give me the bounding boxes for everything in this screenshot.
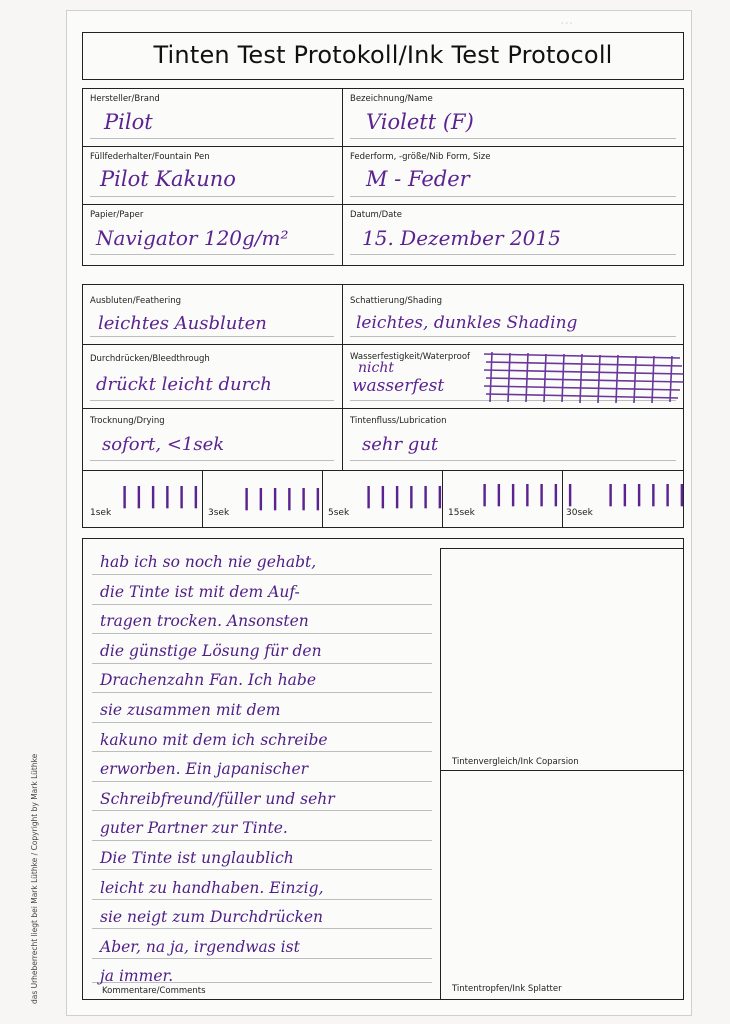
date-value: 15. Dezember 2015 bbox=[362, 226, 561, 250]
ink-comparison-label: Tintenvergleich/Ink Coparsion bbox=[452, 757, 579, 767]
brand-label: Hersteller/Brand bbox=[90, 94, 160, 104]
write-line bbox=[90, 460, 334, 461]
divider bbox=[82, 204, 684, 205]
write-line bbox=[350, 254, 676, 255]
comment-line: Aber, na ja, irgendwas ist bbox=[100, 937, 300, 956]
bleedthrough-value: drückt leicht durch bbox=[96, 374, 272, 395]
nib-label: Federform, -größe/Nib Form, Size bbox=[350, 152, 491, 162]
divider bbox=[342, 88, 343, 266]
bleedthrough-label: Durchdrücken/Bleedthrough bbox=[90, 354, 210, 364]
comments-label: Kommentare/Comments bbox=[102, 986, 206, 996]
comment-line: ja immer. bbox=[100, 967, 174, 986]
brand-value: Pilot bbox=[104, 110, 153, 134]
divider bbox=[440, 770, 684, 771]
write-line bbox=[90, 400, 334, 401]
show-through-text: ... bbox=[560, 12, 574, 28]
write-line bbox=[90, 138, 334, 139]
write-line bbox=[350, 138, 676, 139]
shading-label: Schattierung/Shading bbox=[350, 296, 442, 306]
waterproof-value-line2: wasserfest bbox=[352, 376, 445, 396]
write-line bbox=[350, 460, 676, 461]
comment-line: kakuno mit dem ich schreibe bbox=[100, 730, 328, 749]
divider bbox=[82, 408, 684, 409]
comment-line: sie zusammen mit dem bbox=[100, 700, 281, 719]
comment-line: leicht zu handhaben. Einzig, bbox=[100, 878, 324, 897]
name-label: Bezeichnung/Name bbox=[350, 94, 433, 104]
pen-value: Pilot Kakuno bbox=[100, 167, 236, 191]
write-line bbox=[350, 336, 676, 337]
comment-line: erworben. Ein japanischer bbox=[100, 760, 309, 779]
write-line bbox=[90, 196, 334, 197]
comment-line: Drachenzahn Fan. Ich habe bbox=[100, 671, 317, 690]
drying-time-label: 5sek bbox=[328, 508, 350, 518]
shading-value: leichtes, dunkles Shading bbox=[356, 313, 578, 333]
water-test-scribble bbox=[480, 350, 686, 406]
drying-time-label: 1sek bbox=[90, 508, 112, 518]
nib-value: M - Feder bbox=[366, 167, 470, 191]
lubrication-value: sehr gut bbox=[362, 434, 439, 455]
paper-label: Papier/Paper bbox=[90, 210, 144, 220]
pen-label: Füllfederhalter/Fountain Pen bbox=[90, 152, 210, 162]
drying-marks-3: |||||| bbox=[362, 484, 448, 509]
drying-marks-4: ||||||| bbox=[478, 482, 578, 507]
name-value: Violett (F) bbox=[366, 110, 474, 134]
drying-label: Trocknung/Drying bbox=[90, 416, 165, 426]
waterproof-label: Wasserfestigkeit/Waterproof bbox=[350, 352, 471, 362]
page-title: Tinten Test Protokoll/Ink Test Protocoll bbox=[82, 32, 684, 80]
comment-line: guter Partner zur Tinte. bbox=[100, 819, 288, 838]
comment-line: sie neigt zum Durchdrücken bbox=[100, 908, 324, 927]
feathering-label: Ausbluten/Feathering bbox=[90, 296, 182, 306]
drying-value: sofort, <1sek bbox=[102, 434, 225, 455]
drying-time-label: 15sek bbox=[448, 508, 475, 518]
lubrication-label: Tintenfluss/Lubrication bbox=[350, 416, 447, 426]
divider bbox=[82, 470, 684, 471]
waterproof-value-line1: nicht bbox=[358, 360, 394, 376]
drying-marks-5: |||||| bbox=[604, 482, 690, 507]
write-line bbox=[350, 196, 676, 197]
write-line bbox=[90, 336, 334, 337]
write-line bbox=[90, 254, 334, 255]
comment-line: tragen trocken. Ansonsten bbox=[100, 612, 309, 631]
drying-time-label: 3sek bbox=[208, 508, 230, 518]
comment-line: die Tinte ist mit dem Auf- bbox=[100, 582, 300, 601]
paper-value: Navigator 120g/m² bbox=[96, 226, 289, 250]
date-label: Datum/Date bbox=[350, 210, 402, 220]
comment-line: hab ich so noch nie gehabt, bbox=[100, 553, 317, 571]
divider bbox=[440, 548, 684, 549]
comment-line: Schreibfreund/füller und sehr bbox=[100, 789, 335, 808]
copyright-note: das Urheberrecht liegt bei Mark Lüthke / Copyright by Mark Lüthke bbox=[30, 753, 39, 1004]
divider bbox=[440, 548, 441, 1000]
comment-line: Die Tinte ist unglaublich bbox=[100, 848, 294, 867]
divider bbox=[82, 344, 684, 345]
divider bbox=[342, 284, 343, 470]
ink-splatter-label: Tintentropfen/Ink Splatter bbox=[452, 984, 562, 994]
drying-marks-2: |||||| bbox=[240, 486, 326, 511]
feathering-value: leichtes Ausbluten bbox=[98, 313, 267, 334]
comment-line: die günstige Lösung für den bbox=[100, 641, 322, 660]
divider bbox=[82, 146, 684, 147]
drying-time-label: 30sek bbox=[566, 508, 593, 518]
comment-text bbox=[100, 548, 434, 992]
drying-marks-1: |||||| bbox=[118, 484, 204, 509]
